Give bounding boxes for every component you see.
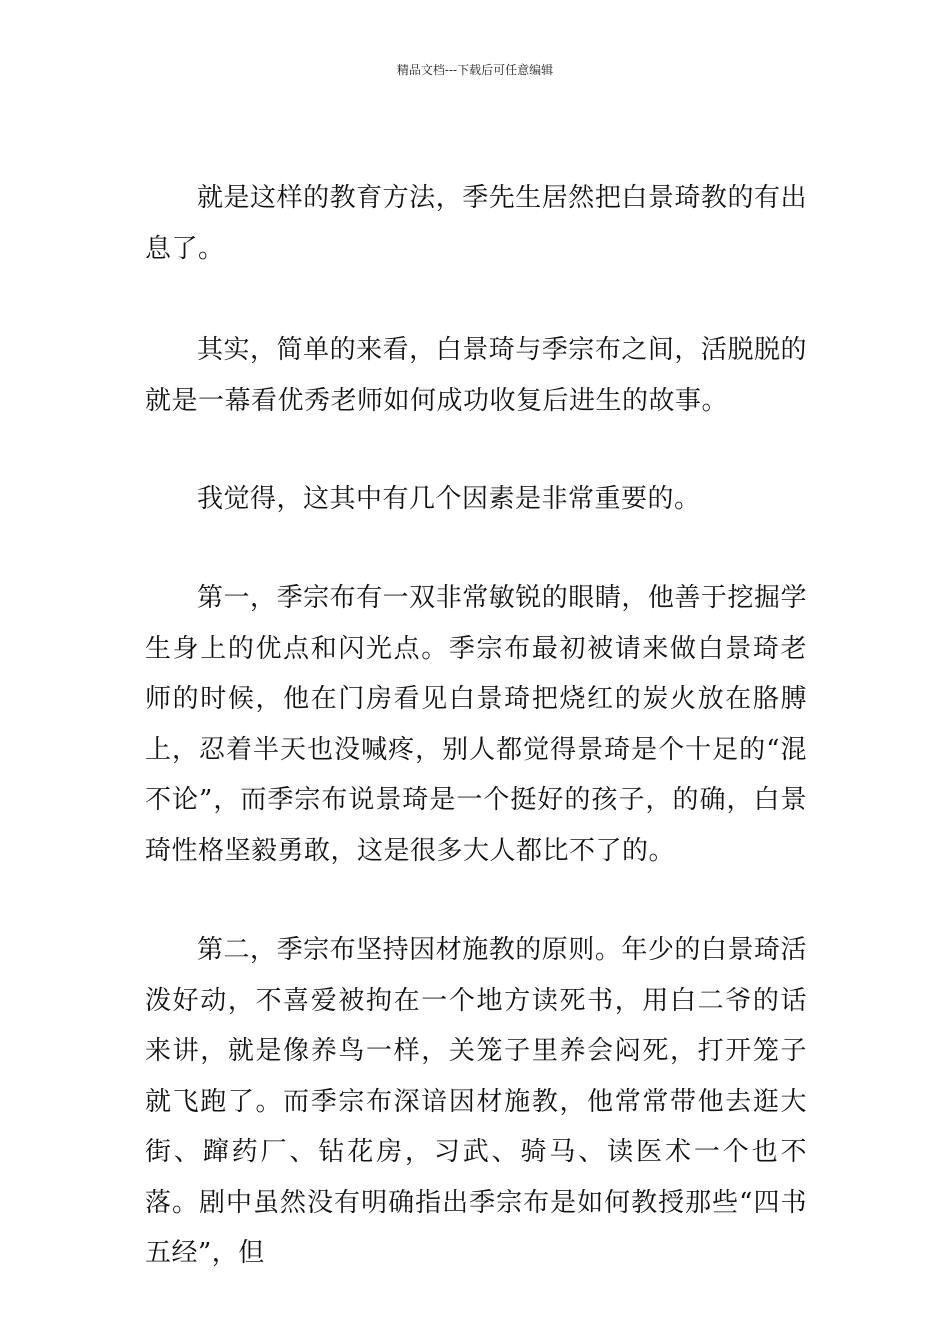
paragraph-3: 我觉得，这其中有几个因素是非常重要的。 — [197, 484, 701, 514]
paragraph-1: 就是这样的教育方法，季先生居然把白景琦教的有出息了。 — [145, 183, 807, 264]
paragraph-2: 其实，简单的来看，白景琦与季宗布之间，活脱脱的就是一幕看优秀老师如何成功收复后进生的故事。 — [145, 335, 807, 416]
paragraph-5: 第二，季宗布坚持因材施教的原则。年少的白景琦活泼好动，不喜爱被拘在一个地方读死书，用白二爷的话来讲，就是像养鸟一样，关笼子里养会闷死，打开笼子就飞跑了。而季宗布深谙因材施教，他常常带他去逛大街、蹿药厂、钻花房，习武、骑马、读医术一个也不落。剧中虽然没有明确指出季宗布是如何教授那些“四书五经”，但 — [145, 935, 807, 1268]
paragraph-4: 第一，季宗布有一双非常敏锐的眼睛，他善于挖掘学生身上的优点和闪光点。季宗布最初被请来做白景琦老师的时候，他在门房看见白景琦把烧红的炭火放在胳膊上，忍着半天也没喊疼，别人都觉得景琦是个十足的“混不论”，而季宗布说景琦是一个挺好的孩子，的确，白景琦性格坚毅勇敢，这是很多大人都比不了的。 — [145, 583, 807, 866]
page-header: 精品文档---下载后可任意编辑 — [396, 63, 554, 77]
